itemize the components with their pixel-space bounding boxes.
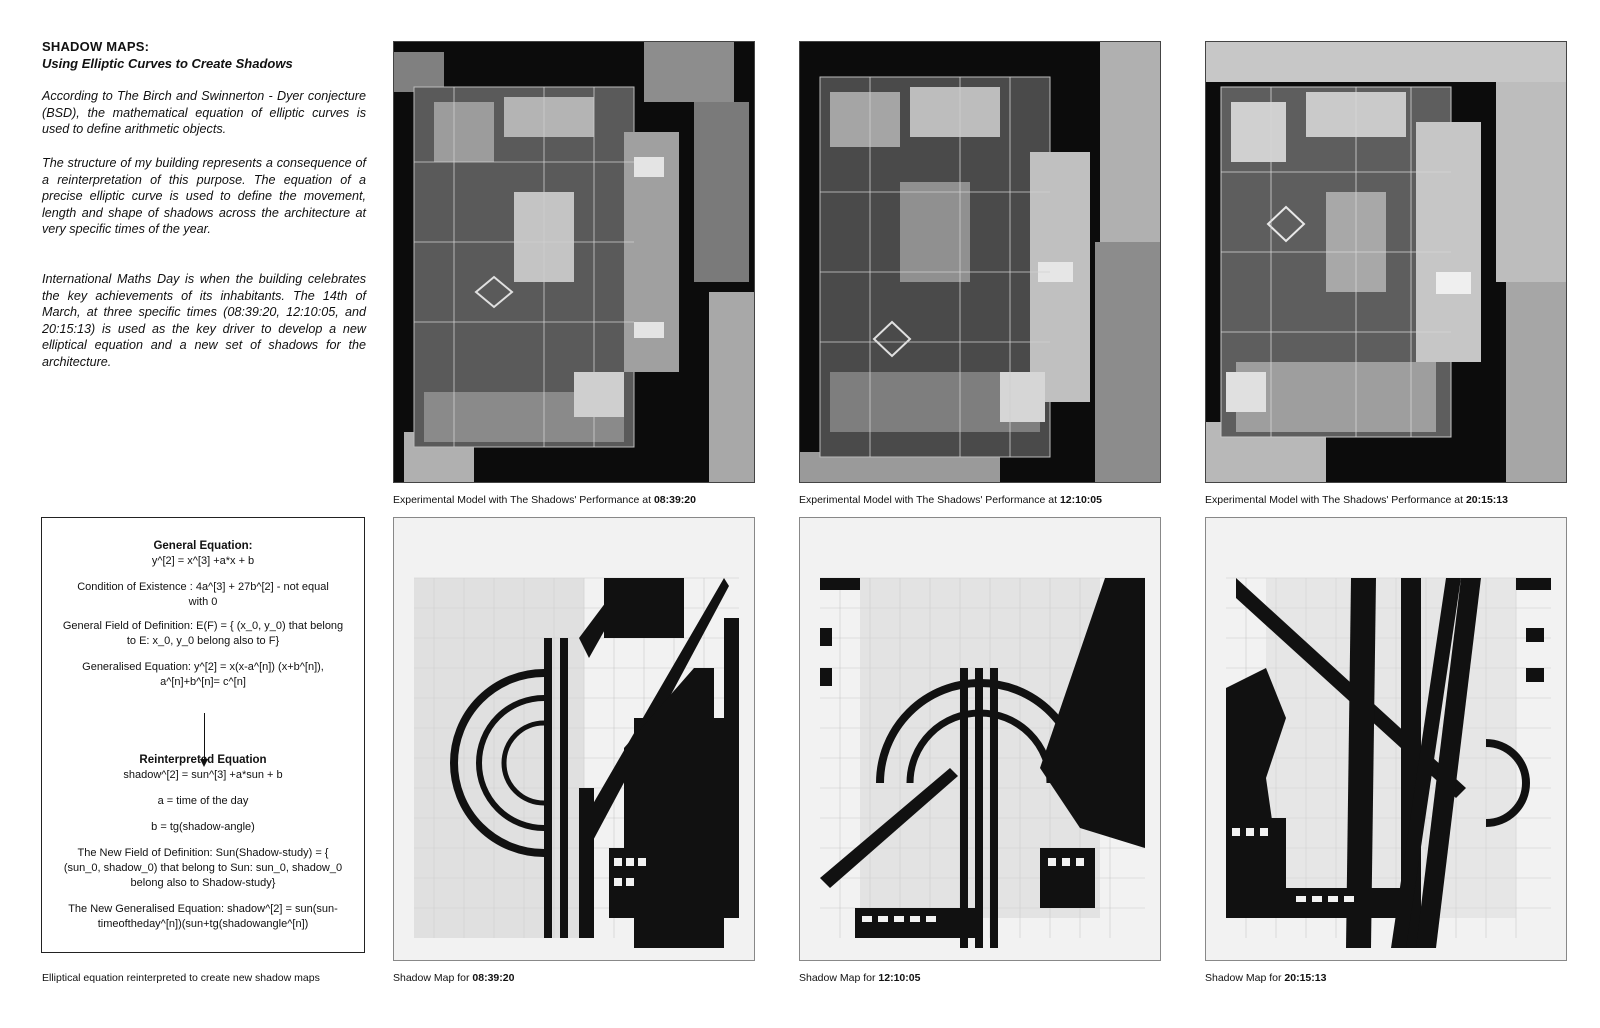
model-caption-1: Experimental Model with The Shadows' Performance at 08:39:20 [393,494,696,506]
condition-line-1: Condition of Existence : 4a^[3] + 27b^[2] - not equal [77,581,329,593]
map-caption-3: Shadow Map for 20:15:13 [1205,972,1327,984]
intro-paragraph-1: According to The Birch and Swinnerton - Dyer conjecture (BSD), the mathematical equation of elliptic curves is used to define arithmetic objects. [42,89,366,137]
page-title: SHADOW MAPS: [42,39,150,54]
map-caption-1: Shadow Map for 08:39:20 [393,972,515,984]
new-field-line-1: The New Field of Definition: Sun(Shadow-study) = { [77,847,329,859]
page-subtitle: Using Elliptic Curves to Create Shadows [42,56,293,71]
equation-box [41,517,365,953]
map-caption-2: Shadow Map for 12:10:05 [799,972,921,984]
field-line-2: to E: x_0, y_0 belong also to F} [126,635,280,647]
new-field-line-3: belong also to Shadow-study} [130,877,276,889]
model-caption-3: Experimental Model with The Shadows' Performance at 20:15:13 [1205,494,1508,506]
intro-paragraph-3: International Maths Day is when the building celebrates the key achievements of its inhabitants. The 14th of March, at three specific times (08:39:20, 12:10:05, and 20:15:13) is used as the key driver to develop a new elliptical equation and a new set of shadows for the architecture. [42,272,366,369]
model-caption-2: Experimental Model with The Shadows' Performance at 12:10:05 [799,494,1102,506]
a-definition: a = time of the day [157,795,249,807]
new-generalised-line-1: The New Generalised Equation: shadow^[2] = sun(sun- [68,903,338,915]
b-definition: b = tg(shadow-angle) [151,821,255,833]
reinterpreted-title: Reinterpreted Equation [139,754,267,766]
shadow-map-2 [799,517,1161,961]
generalised-line-1: Generalised Equation: y^[2] = x(x-a^[n]) (x+b^[n]), [82,661,324,673]
model-photo-3 [1205,41,1567,483]
general-equation-title: General Equation: [153,540,253,552]
field-line-1: General Field of Definition: E(F) = { (x_0, y_0) that belong [62,620,344,632]
intro-paragraph-2: The structure of my building represents a consequence of a reinterpretation of this purpose. The equation of a precise elliptic curve is used to define the movement, length and shape of shadows across the architecture at very specific times of the year. [42,156,366,237]
equation-caption: Elliptical equation reinterpreted to create new shadow maps [42,972,320,984]
generalised-line-2: a^[n]+b^[n]= c^[n] [160,676,246,688]
condition-line-2: with 0 [188,596,218,608]
shadow-map-1 [393,517,755,961]
model-photo-2 [799,41,1161,483]
model-photo-1 [393,41,755,483]
new-generalised-line-2: timeoftheday^[n])(sun+tg(shadowangle^[n]) [97,918,309,930]
general-equation: y^[2] = x^[3] +a*x + b [151,555,255,567]
shadow-map-3 [1205,517,1567,961]
new-field-line-2: (sun_0, shadow_0) that belong to Sun: sun_0, shadow_0 [63,862,343,874]
reinterpreted-equation: shadow^[2] = sun^[3] +a*sun + b [123,769,283,781]
